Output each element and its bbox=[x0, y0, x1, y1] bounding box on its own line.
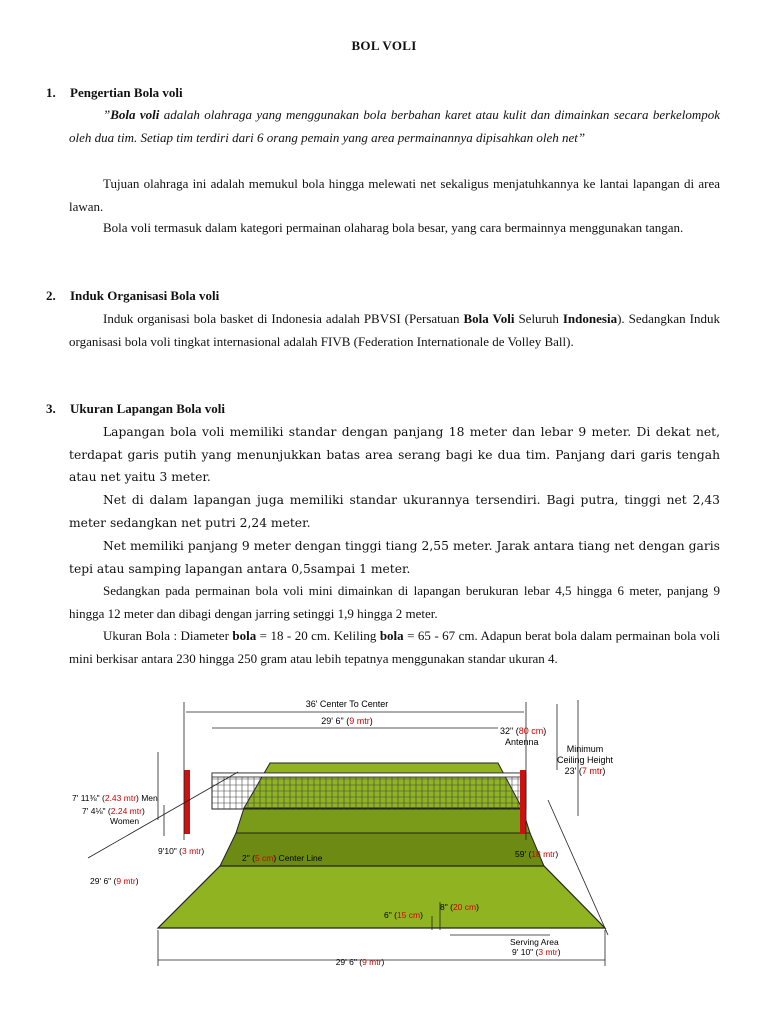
label-ceiling-3: 23' (7 mtr) bbox=[564, 766, 606, 776]
s2-text-3: ). Sedangkan Induk organisasi bola voli tingkat internasional adalah FIVB (Federation Internationale de Volley Ball). bbox=[69, 311, 720, 349]
label-top-width: 29' 6" (9 mtr) bbox=[321, 716, 373, 726]
p5-text-a: Ukuran Bola : Diameter bbox=[103, 628, 233, 643]
label-side-width: 29' 6" (9 mtr) bbox=[90, 876, 139, 886]
volleyball-court-diagram bbox=[60, 690, 620, 968]
section-2-heading bbox=[46, 288, 219, 304]
quote-bold-term: Bola voli bbox=[110, 107, 160, 122]
section-1-paragraph-3: Bola voli termasuk dalam kategori permainan olaharag bola besar, yang cara bermainnya menggunakan tangan. bbox=[103, 220, 684, 235]
section-3-paragraph-2: Net di dalam lapangan juga memiliki standar ukurannya tersendiri. Bagi putra, tinggi net 2,43 meter sedangkan net putri 2,24 meter. bbox=[69, 493, 720, 530]
p5-bold-bola-2: bola bbox=[379, 628, 404, 643]
label-serving-area: Serving Area bbox=[510, 937, 559, 947]
section-3-paragraph-3: Net memiliki panjang 9 meter dengan tinggi tiang 2,55 meter. Jarak antara tiang net dengan garis tepi atau samping lapangan antara 0,5sampai 1 meter. bbox=[69, 539, 720, 576]
label-attack-line: 9'10" (3 mtr) bbox=[158, 846, 205, 856]
p5-text-d: = 65 - 67 cm. Adapun berat bola dalam permainan bola voli mini berkisar antara 230 hingga 250 gram atau lebih tepatnya menggunakan standar ukuran 4. bbox=[69, 628, 721, 666]
label-center-to-center: 36' Center To Center bbox=[305, 699, 389, 709]
label-8-inch: 8" (20 cm) bbox=[440, 902, 479, 912]
p5-text-c: = 18 - 20 cm. Keliling bbox=[256, 628, 380, 643]
label-center-line: 2" (5 cm) Center Line bbox=[242, 853, 323, 863]
section-3-paragraph-1: Lapangan bola voli memiliki standar dengan panjang 18 meter dan lebar 9 meter. Di dekat net, terdapat garis putih yang menunjukkan batas area serang bagi ke dua tim. Panjang dari garis tengah atau net yaitu 3 meter. bbox=[69, 425, 720, 484]
net-post-right bbox=[520, 770, 526, 834]
section-3-title: Ukuran Lapangan Bola voli bbox=[70, 401, 225, 416]
s2-text-2: Seluruh bbox=[514, 311, 563, 326]
p5-bold-bola-1: bola bbox=[232, 628, 257, 643]
label-court-length: 59' (18 mtr) bbox=[515, 849, 559, 859]
label-6-inch: 6" (15 cm) bbox=[384, 910, 423, 920]
section-1-number: 1. bbox=[46, 85, 56, 100]
section-2-title: Induk Organisasi Bola voli bbox=[70, 288, 220, 303]
section-1-heading bbox=[46, 85, 183, 101]
document-title: BOL VOLI bbox=[351, 38, 417, 53]
s2-bold-indonesia: Indonesia bbox=[562, 311, 618, 326]
label-ceiling-1: Minimum bbox=[566, 744, 604, 754]
section-3-number: 3. bbox=[46, 401, 56, 416]
label-bottom-width: 29' 6" (9 mtr) bbox=[335, 957, 385, 967]
section-1-title: Pengertian Bola voli bbox=[70, 85, 183, 100]
label-net-women: Women bbox=[110, 816, 140, 826]
court-front-half bbox=[158, 866, 605, 928]
section-3-paragraph-5 bbox=[69, 625, 720, 670]
label-antenna-height: 32" (80 cm) bbox=[500, 726, 547, 736]
section-3-heading bbox=[46, 401, 225, 417]
section-3-paragraph-4: Sedangkan pada permainan bola voli mini dimainkan di lapangan berukuran lebar 4,5 hingga 6 meter, panjang 9 hingga 12 meter dan dibagi dengan jarring setinggi 1,9 hingga 2 meter. bbox=[69, 583, 720, 621]
label-serving-width: 9' 10" (3 mtr) bbox=[512, 947, 561, 957]
section-1-paragraph-2: Tujuan olahraga ini adalah memukul bola hingga melewati net sekaligus menjatuhkannya ke lantai lapangan di area lawan. bbox=[69, 176, 720, 214]
quote-open-mark: ” bbox=[103, 107, 111, 122]
label-ceiling-2: Ceiling Height bbox=[556, 755, 614, 765]
section-2-paragraph bbox=[69, 308, 720, 353]
section-2-number: 2. bbox=[46, 288, 56, 303]
label-net-men: 7' 11⅜" (2.43 mtr) Men bbox=[72, 793, 158, 803]
quote-text: adalah olahraga yang menggunakan bola berbahan karet atau kulit dan dimainkan secara berkelompok oleh dua tim. Setiap tim terdiri dari 6 orang pemain yang area permainannya dipisahkan oleh net” bbox=[69, 107, 721, 145]
s2-text-1: Induk organisasi bola basket di Indonesia adalah PBVSI (Persatuan bbox=[103, 311, 464, 326]
label-net-women-height: 7' 4⅛" (2.24 mtr) bbox=[82, 806, 145, 816]
court-back-half bbox=[244, 763, 522, 808]
definition-quote bbox=[69, 104, 720, 149]
label-antenna: Antenna bbox=[505, 737, 539, 747]
court-attack-zone-far bbox=[236, 808, 530, 833]
s2-bold-bola-voli: Bola Voli bbox=[463, 311, 515, 326]
